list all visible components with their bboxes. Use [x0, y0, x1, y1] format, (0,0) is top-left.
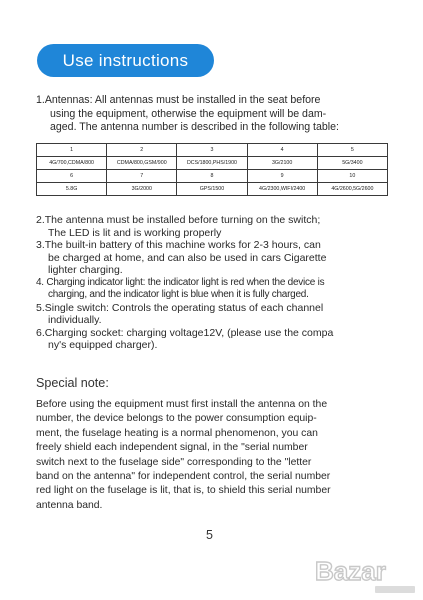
table-cell: 6 [37, 170, 107, 183]
watermark-logo [313, 550, 421, 598]
item-line: The LED is lit and is working properly [48, 226, 222, 239]
table-row [37, 157, 388, 170]
item-line: individually. [48, 314, 102, 326]
special-note-heading: Special note: [36, 376, 109, 390]
table-cell: 10 [317, 170, 387, 183]
table-cell: DCS/1800,PHS/1900 [177, 157, 247, 170]
table-cell: 4 [247, 144, 317, 157]
item-line: ny's equipped charger). [48, 339, 158, 351]
note-line: switch next to the fuselage side" corresponding to the "letter [36, 456, 312, 468]
table-row [37, 170, 388, 183]
instruction-item-3 [36, 239, 390, 277]
table-cell: 7 [107, 170, 177, 183]
item-line: 5.Single switch: Controls the operating status of each channel [36, 301, 324, 314]
note-line: Before using the equipment must first install the antenna on the [36, 399, 328, 410]
table-cell: 3 [177, 144, 247, 157]
table-cell: 5 [317, 144, 387, 157]
table-cell: 3G/2100 [247, 157, 317, 170]
watermark-text: Bazar [315, 556, 386, 586]
table-row [37, 183, 388, 196]
section-title: Use instructions [37, 44, 214, 77]
note-line: freely shield each independent signal, in the "serial number [36, 442, 308, 454]
table-cell: 8 [177, 170, 247, 183]
intro-line: using the equipment, otherwise the equipment will be dam- [50, 107, 327, 120]
intro-line: aged. The antenna number is described in the following table: [50, 121, 339, 134]
instruction-item-5 [36, 302, 390, 327]
antenna-table [36, 143, 388, 196]
instruction-item-4 [36, 277, 390, 302]
instruction-item-6 [36, 327, 390, 352]
note-line: ment, the fuselage heating is a normal phenomenon, you can [36, 427, 318, 439]
table-cell: CDMA/800,GSM/900 [107, 157, 177, 170]
instruction-list [36, 214, 390, 352]
note-line: band on the antenna" for independent control, the serial number [36, 471, 331, 483]
table-cell: GPS/1500 [177, 183, 247, 196]
table-cell: 4G/2600,5G/2600 [317, 183, 387, 196]
note-line: antenna band. [36, 499, 103, 511]
page-number: 5 [206, 528, 213, 542]
item-line: 2.The antenna must be installed before turning on the switch; [36, 214, 321, 226]
table-cell: 4G/700,CDMA/800 [37, 157, 107, 170]
intro-paragraph [36, 94, 388, 135]
table-cell: 4G/2300,WIFI/2400 [247, 183, 317, 196]
table-cell: 9 [247, 170, 317, 183]
note-line: red light on the fuselage is lit, that is, to shield this serial number [36, 485, 331, 497]
instruction-item-2 [36, 214, 390, 239]
table-cell: 3G/2000 [107, 183, 177, 196]
intro-line: 1.Antennas: All antennas must be installed in the seat before [36, 94, 321, 106]
item-line: charging, and the indicator light is blue when it is fully charged. [48, 289, 309, 300]
item-line: 3.The built-in battery of this machine works for 2-3 hours, can [36, 239, 321, 251]
item-line: 6.Charging socket: charging voltage12V, (please use the compa [36, 326, 334, 339]
item-line: lighter charging. [48, 264, 123, 276]
item-line: 4. Charging indicator light: the indicator light is red when the device is [36, 276, 325, 288]
special-note-body [36, 398, 388, 513]
table-cell: 1 [37, 144, 107, 157]
item-line: be charged at home, and can also be used in cars Cigarette [48, 251, 327, 264]
table-row [37, 144, 388, 157]
watermark-badge [375, 586, 415, 593]
table-cell: 5G/3400 [317, 157, 387, 170]
note-line: number, the device belongs to the power consumption equip- [36, 413, 317, 425]
table-cell: 5.8G [37, 183, 107, 196]
table-cell: 2 [107, 144, 177, 157]
